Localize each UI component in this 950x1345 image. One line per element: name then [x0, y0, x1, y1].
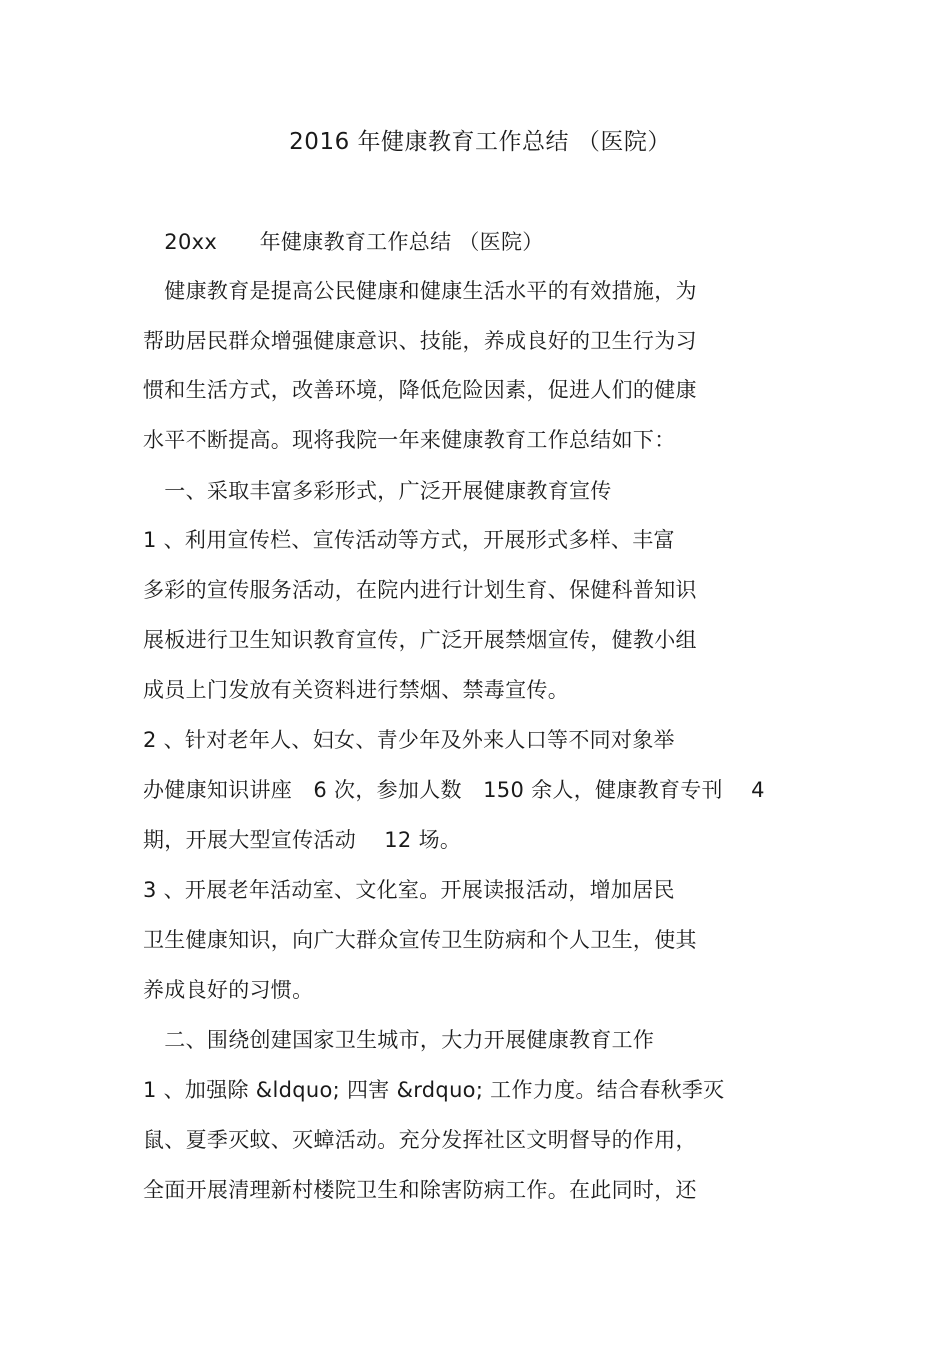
text-line: 惯和生活方式，改善环境，降低危险因素，促进人们的健康 [143, 378, 697, 402]
text-line: 全面开展清理新村楼院卫生和除害防病工作。在此同时，还 [143, 1178, 697, 1202]
text-line: 多彩的宣传服务活动，在院内进行计划生育、保健科普知识 [143, 578, 697, 602]
text-line: 办健康知识讲座 6 次，参加人数 150 余人，健康教育专刊 4 [143, 778, 765, 802]
text-line: 期，开展大型宣传活动 12 场。 [143, 828, 462, 852]
text-line: 2 、针对老年人、妇女、青少年及外来人口等不同对象举 [143, 728, 675, 752]
text-line: 水平不断提高。现将我院一年来健康教育工作总结如下： [143, 428, 676, 452]
document-title: 2016 年健康教育工作总结 （医院） [289, 129, 671, 155]
text-line: 展板进行卫生知识教育宣传，广泛开展禁烟宣传，健教小组 [143, 628, 697, 652]
text-line: 3 、开展老年活动室、文化室。开展读报活动，增加居民 [143, 878, 675, 902]
text-line: 鼠、夏季灭蚊、灭蟑活动。充分发挥社区文明督导的作用， [143, 1128, 697, 1152]
text-line: 20xx 年健康教育工作总结 （医院） [143, 230, 544, 254]
text-line: 帮助居民群众增强健康意识、技能，养成良好的卫生行为习 [143, 329, 697, 353]
text-line: 1 、加强除 &ldquo; 四害 &rdquo; 工作力度。结合春秋季灭 [143, 1078, 725, 1102]
section-heading: 二、围绕创建国家卫生城市，大力开展健康教育工作 [143, 1028, 655, 1052]
section-heading: 一、采取丰富多彩形式，广泛开展健康教育宣传 [143, 479, 612, 503]
text-line: 健康教育是提高公民健康和健康生活水平的有效措施，为 [143, 279, 697, 303]
text-line: 养成良好的习惯。 [143, 978, 314, 1002]
text-line: 卫生健康知识，向广大群众宣传卫生防病和个人卫生，使其 [143, 928, 697, 952]
text-line: 成员上门发放有关资料进行禁烟、禁毒宣传。 [143, 678, 569, 702]
text-line: 1 、利用宣传栏、宣传活动等方式，开展形式多样、丰富 [143, 528, 675, 552]
